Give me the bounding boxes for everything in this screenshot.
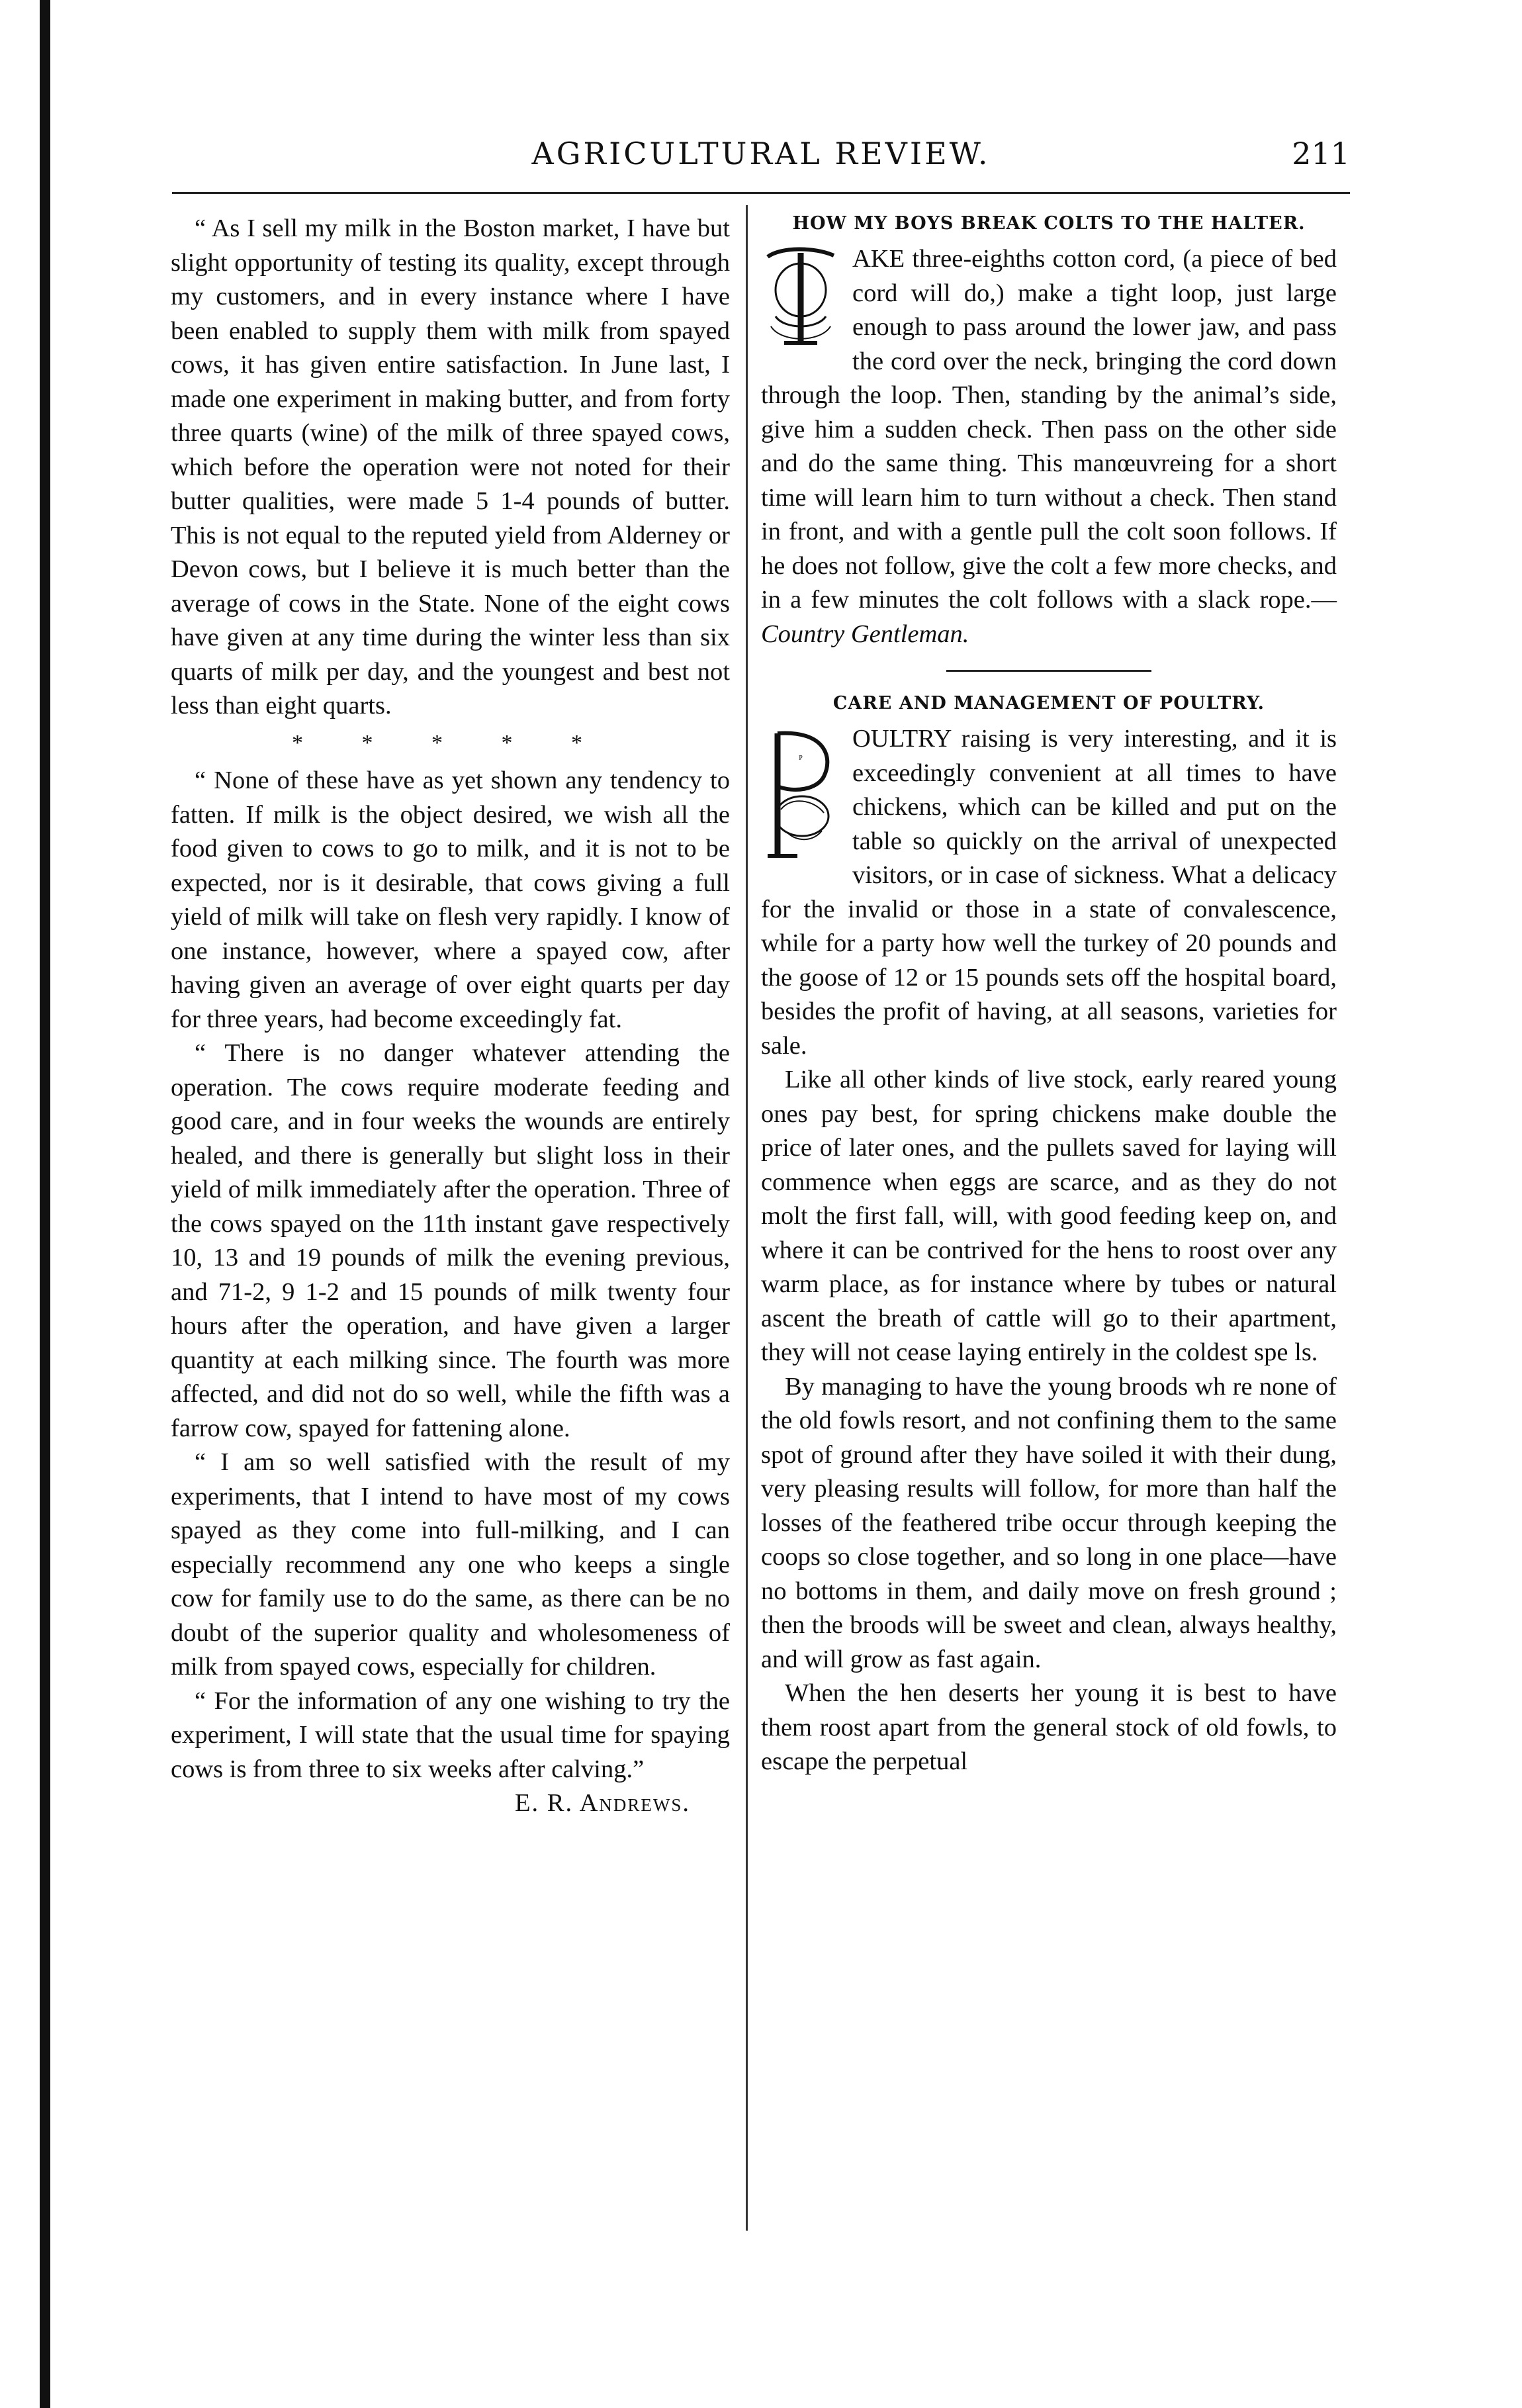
article-poultry-paragraph-3: By managing to have the young broods wh re none of the old fowls resort, and not confining them to the same spot of ground after they have soiled it with their dung, very pleasing results will follow, for more than half the losses of the feathered tribe occur through keeping the coops so close together, and so long in one place—have no bottoms in them, and daily move on fresh ground ; then the broods will be sweet and clean, always healthy, and will grow as fast again. xyxy=(761,1372,1337,1673)
right-column xyxy=(761,212,1337,1779)
left-column xyxy=(171,212,730,1821)
article-colts-source: Country Gentleman. xyxy=(761,620,969,648)
article-poultry-text-1: OULTRY raising is very interesting, and it is exceedingly convenient at all times to have chickens, which can be killed and put on the table so quickly on the arrival of unexpected visitors, or in case of sickness. What a delicacy for the invalid or those in a state of convalescence, while for a party how well the turkey of 20 pounds and the goose of 12 or 15 pounds sets off the hospital board, besides the profit of having, at all seasons, varieties for sale. xyxy=(761,725,1337,1060)
letter-paragraph-3: “ There is no danger whatever attending the operation. The cows require moderate feeding and good care, and in four weeks the wounds are entirely healed, and there is generally but slight loss in their yield of milk immediately after the operation. Three of the cows spayed on the 11th instant gave respectively 10, 13 and 19 pounds of milk the evening previous, and 71-2, 9 1-2 and 15 pounds of milk twenty four hours after the operation, and have given a larger quantity at each milking since. The fourth was more affected, and did not do so well, while the fifth was a farrow cow, spayed for fattening alone. xyxy=(171,1039,730,1442)
article-colts-paragraph xyxy=(761,242,1337,651)
letter-paragraph-5: “ For the information of any one wishing to try the experiment, I will state that the usual time for spaying cows is from three to six weeks after calving.” xyxy=(171,1687,730,1783)
article-colts-text: AKE three-eighths cotton cord, (a piece of bed cord will do,) make a tight loop, just large enough to pass around the lower jaw, and pass the cord over the neck, bringing the cord down through the loop. Then, standing by the animal’s side, give him a sudden check. Then pass on the other side and do the same thing. This manœuvreing for a short time will learn him to turn without a check. Then stand in front, and with a gentle pull the colt soon follows. If he does not follow, give the colt a few more checks, and in a few minutes the colt follows with a slack rope.— xyxy=(761,245,1337,614)
svg-text:P: P xyxy=(799,755,803,762)
running-title: AGRICULTURAL REVIEW. xyxy=(531,136,991,171)
page-number: 211 xyxy=(1292,136,1350,171)
article-heading-poultry: CARE AND MANAGEMENT OF POULTRY. xyxy=(832,693,1265,714)
article-poultry-paragraph-4: When the hen deserts her young it is best to have them roost apart from the general stock of old fowls, to escape the perpetual xyxy=(761,1679,1337,1775)
header-rule xyxy=(172,192,1350,194)
column-rule xyxy=(746,205,748,2231)
article-heading-colts: HOW MY BOYS BREAK COLTS TO THE HALTER. xyxy=(792,213,1306,234)
page-header xyxy=(172,136,1350,182)
ornamental-drop-cap-t xyxy=(761,244,840,356)
article-poultry-paragraph-1 xyxy=(761,722,1337,1063)
letter-paragraph-1: “ As I sell my milk in the Boston market, I have but slight opportunity of testing its quality, except through my customers, and in every instance where I have been enabled to supply them with milk from spayed cows, it has given entire satisfaction. In June last, I made one experiment in making butter, and from forty three quarts (wine) of the milk of three spayed cows, which before the operation were not noted for their butter qualities, were made 5 1-4 pounds of butter. This is not equal to the reputed yield from Alderney or Devon cows, but I believe it is much better than the average of cows in the State. None of the eight cows have given at any time during the winter less than six quarts of milk per day, and the youngest and best not less than eight quarts. xyxy=(171,214,730,719)
signature: E. R. Andrews. xyxy=(515,1789,690,1817)
letter-paragraph-4: “ I am so well satisfied with the result of my experiments, that I intend to have most of my cows spayed as they come into full-milking, and I can especially recommend any one who keeps a single cow for family use to do the same, as there can be no doubt of the superior quality and wholesomeness of milk from spayed cows, especially for children. xyxy=(171,1448,730,1681)
ornamental-drop-cap-p xyxy=(761,723,840,872)
binding-edge xyxy=(40,0,50,2408)
asterisk-break: * * * * * xyxy=(292,730,609,755)
letter-paragraph-2: “ None of these have as yet shown any tendency to fatten. If milk is the object desired, we wish all the food given to cows to go to milk, and it is not to be expected, nor is it desirable, that cows giving a full yield of milk will take on flesh very rapidly. I know of one instance, however, where a spayed cow, after having given an average of over eight quarts per day for three years, had become exceedingly fat. xyxy=(171,766,730,1033)
article-poultry-paragraph-2: Like all other kinds of live stock, early reared young ones pay best, for spring chickens make double the price of later ones, and the pullets saved for laying will commence when eggs are scarce, and as they do not molt the first fall, will, with good feeding keep on, and where it can be contrived for the hens to roost over any warm place, as for instance where by tubes or natural ascent the breath of cattle will go to their apartment, they will not cease laying entirely in the coldest spe ls. xyxy=(761,1066,1337,1366)
svg-text:T: T xyxy=(798,278,803,285)
section-divider xyxy=(946,670,1151,672)
